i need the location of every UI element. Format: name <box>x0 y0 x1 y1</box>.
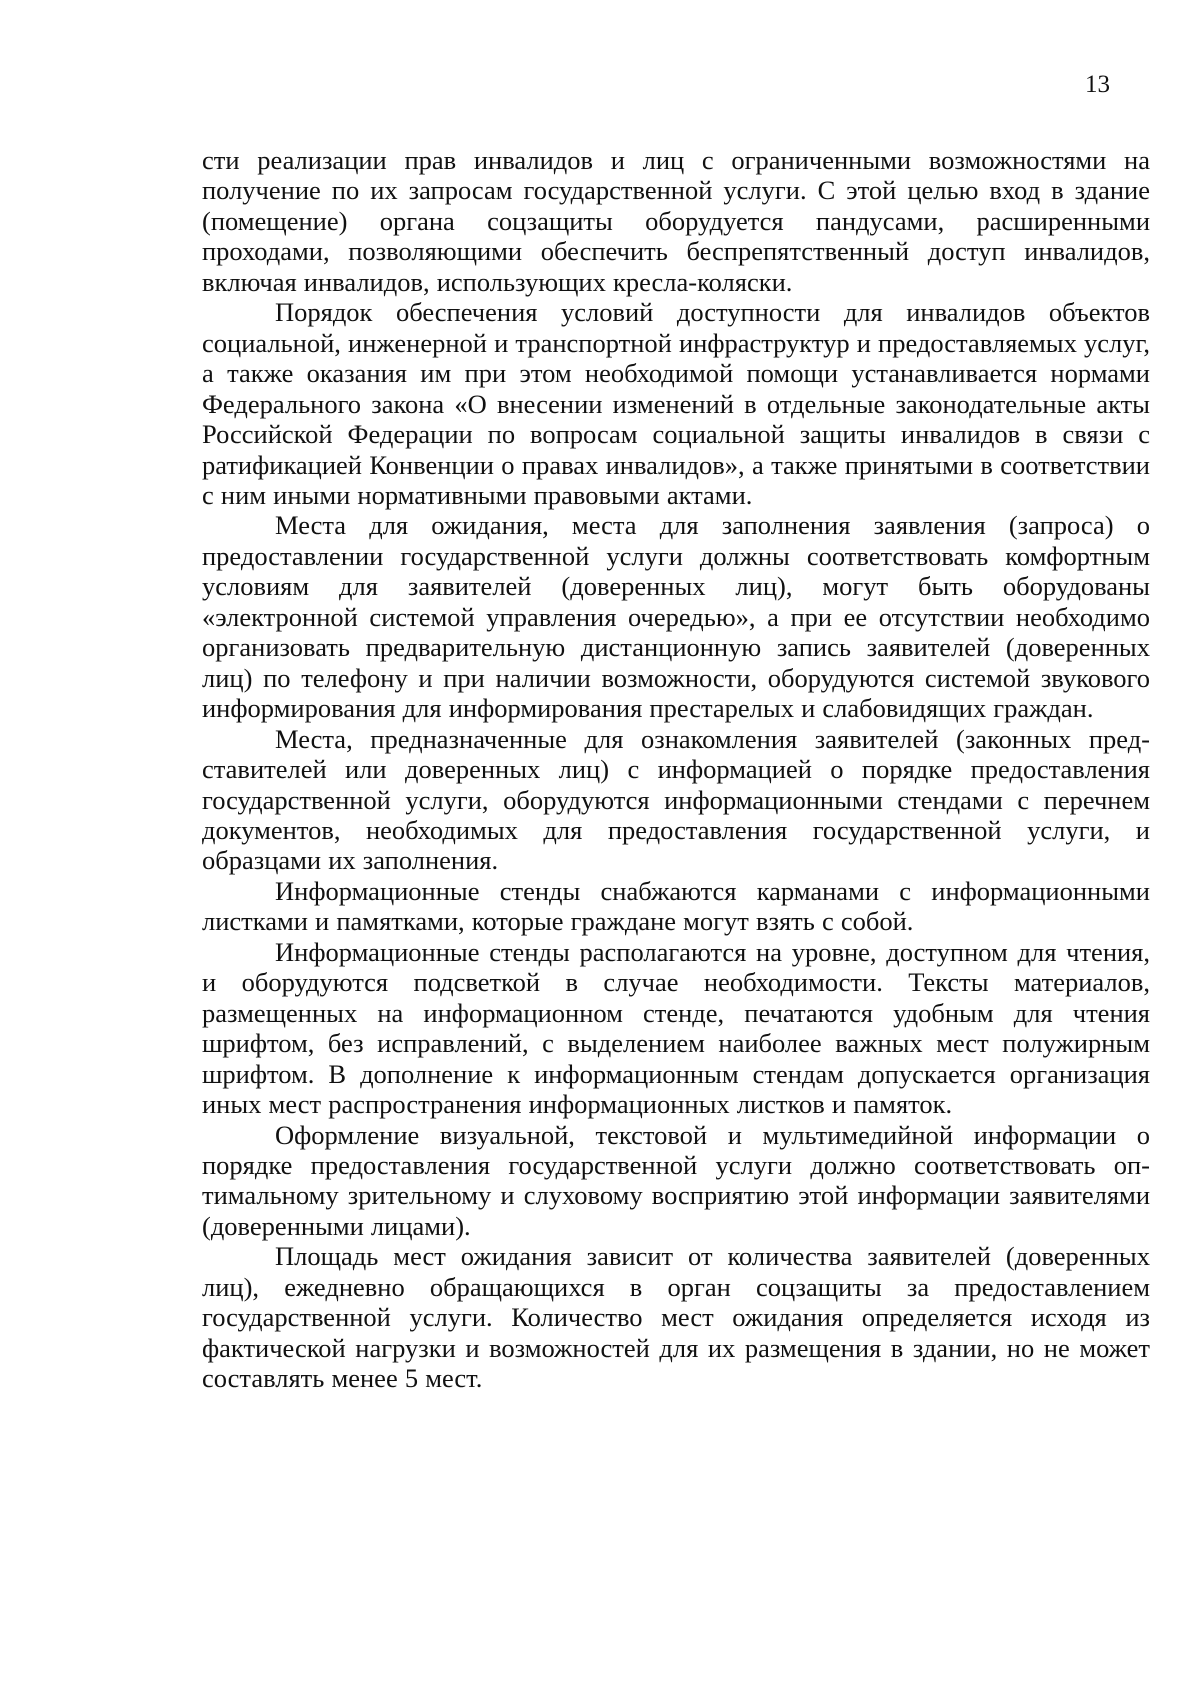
paragraph: Информационные стенды снабжаются карманами с информационными листками и памятками, которые граждане могут взять с собой. <box>202 875 1150 937</box>
paragraph: Оформление визуальной, текстовой и мультимедийной информации о порядке предоставления государственной услуги должно соответствовать оптимальному зрительному и слуховому восприятию этой информации заявителями (доверенными лицами). <box>202 1119 1150 1241</box>
page-number: 13 <box>1085 71 1110 98</box>
document-body <box>202 145 1150 1394</box>
paragraph: Места для ожидания, места для заполнения заявления (запроса) о предоставлении государственной услуги должны соответствовать комфортным условиям для заявителей (доверенных лиц), могут быть оборудованы «электронной системой управления очередью», а при ее отсутствии необходимо организовать предварительную дистанционную запись заявителей (доверенных лиц) по телефону и при наличии возможности, оборудуются системой звукового информирования для информирования престарелых и слабовидящих граждан. <box>202 510 1150 724</box>
paragraph: Порядок обеспечения условий доступности для инвалидов объектов социальной, инженерной и транспортной инфраструктур и предоставляемых услуг, а также оказания им при этом необходимой помощи устанавливается нормами Федерального закона «О внесении изменений в отдельные законодательные акты Российской Федерации по вопросам социальной защиты инвалидов в связи с ратификацией Конвенции о правах инвалидов», а также принятыми в соответствии с ним иными нормативными правовыми актами. <box>202 297 1150 510</box>
paragraph: Места, предназначенные для ознакомления заявителей (законных представителей или доверенных лиц) с информацией о порядке предоставления государственной услуги, оборудуются информационными стендами с перечнем документов, необходимых для предоставления государственной услуги, и образцами их заполнения. <box>202 723 1150 876</box>
paragraph: сти реализации прав инвалидов и лиц с ограниченными возможностями на получение по их запросам государственной услуги. С этой целью вход в здание (помещение) органа соцзащиты оборудуется пандусами, расширенными проходами, позволяющими обеспечить беспрепятственный доступ инвалидов, включая инвалидов, использующих кресла-коляски. <box>202 145 1150 297</box>
paragraph: Площадь мест ожидания зависит от количества заявителей (доверенных лиц), ежедневно обращающихся в орган соцзащиты за предоставлением государственной услуги. Количество мест ожидания определяется исходя из фактической нагрузки и возможностей для их размещения в здании, но не может составлять менее 5 мест. <box>202 1241 1150 1394</box>
paragraph: Информационные стенды располагаются на уровне, доступном для чтения, и оборудуются подсветкой в случае необходимости. Тексты материалов, размещенных на информационном стенде, печатаются удобным для чтения шрифтом, без исправлений, с выделением наиболее важных мест полужирным шрифтом. В дополнение к информационным стендам допускается организация иных мест распространения информационных листков и памяток. <box>202 936 1150 1120</box>
